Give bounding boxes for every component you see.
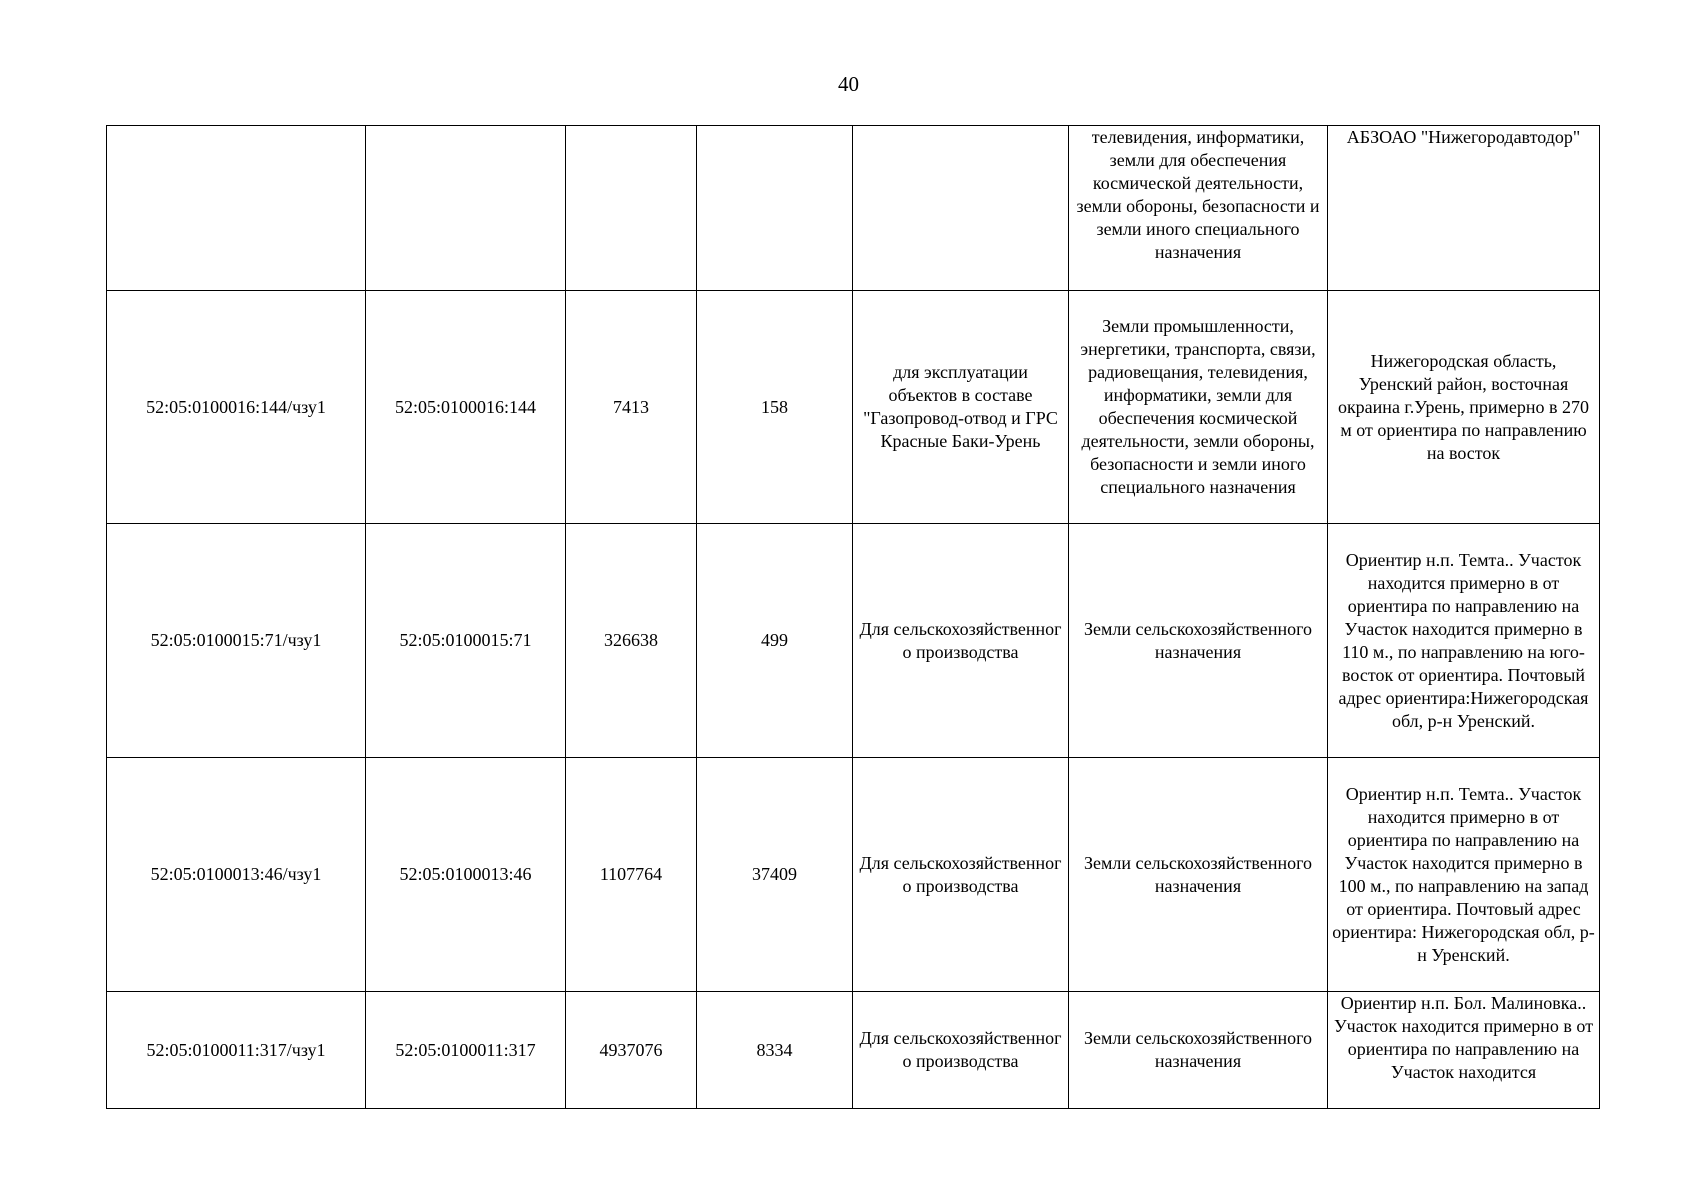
category-cell: телевидения, информатики, земли для обеспечения космической деятельности, земли обороны, безопасности и земли иного специального назначения (1069, 126, 1328, 291)
table-row (107, 126, 1600, 291)
cadastral-part-cell: 52:05:0100011:317/чзу1 (107, 992, 366, 1109)
cadastral-number-cell: 52:05:0100011:317 (366, 992, 566, 1109)
category-cell: Земли сельскохозяйственного назначения (1069, 992, 1328, 1109)
cadastral-number-cell: 52:05:0100013:46 (366, 758, 566, 992)
location-cell: Нижегородская область, Уренский район, восточная окраина г.Урень, примерно в 270 м от ориентира по направлению на восток (1328, 291, 1600, 524)
cadastral-part-cell: 52:05:0100015:71/чзу1 (107, 524, 366, 758)
location-cell: Ориентир н.п. Бол. Малиновка.. Участок находится примерно в от ориентира по направлению на Участок находится (1328, 992, 1600, 1109)
area-part-cell (697, 126, 853, 291)
area-total-cell: 4937076 (566, 992, 697, 1109)
area-part-cell: 499 (697, 524, 853, 758)
cadastral-part-cell: 52:05:0100013:46/чзу1 (107, 758, 366, 992)
purpose-cell (853, 126, 1069, 291)
location-cell: АБЗОАО "Нижегородавтодор" (1328, 126, 1600, 291)
cadastral-number-cell: 52:05:0100016:144 (366, 291, 566, 524)
location-cell: Ориентир н.п. Темта.. Участок находится примерно в от ориентира по направлению на Участок находится примерно в 110 м., по направлению на юго-восток от ориентира. Почтовый адрес ориентира:Нижегородская обл, р-н Уренский. (1328, 524, 1600, 758)
table-row (107, 992, 1600, 1109)
page-number: 40 (838, 72, 859, 96)
cadastral-part-cell: 52:05:0100016:144/чзу1 (107, 291, 366, 524)
purpose-cell: Для сельскохозяйственног о производства (853, 524, 1069, 758)
cadastral-number-cell (366, 126, 566, 291)
category-cell: Земли промышленности, энергетики, транспорта, связи, радиовещания, телевидения, информатики, земли для обеспечения космической деятельности, земли обороны, безопасности и земли иного специального назначения (1069, 291, 1328, 524)
purpose-cell: для эксплуатации объектов в составе "Газопровод-отвод и ГРС Красные Баки-Урень (853, 291, 1069, 524)
category-cell: Земли сельскохозяйственного назначения (1069, 524, 1328, 758)
table-row (107, 524, 1600, 758)
land-plots-table (106, 125, 1600, 1109)
cadastral-number-cell: 52:05:0100015:71 (366, 524, 566, 758)
area-total-cell: 1107764 (566, 758, 697, 992)
area-part-cell: 37409 (697, 758, 853, 992)
category-cell: Земли сельскохозяйственного назначения (1069, 758, 1328, 992)
area-part-cell: 158 (697, 291, 853, 524)
area-total-cell (566, 126, 697, 291)
cadastral-part-cell (107, 126, 366, 291)
area-total-cell: 7413 (566, 291, 697, 524)
purpose-cell: Для сельскохозяйственног о производства (853, 758, 1069, 992)
table-row (107, 291, 1600, 524)
area-total-cell: 326638 (566, 524, 697, 758)
location-cell: Ориентир н.п. Темта.. Участок находится примерно в от ориентира по направлению на Участок находится примерно в 100 м., по направлению на запад от ориентира. Почтовый адрес ориентира: Нижегородская обл, р-н Уренский. (1328, 758, 1600, 992)
area-part-cell: 8334 (697, 992, 853, 1109)
table-row (107, 758, 1600, 992)
purpose-cell: Для сельскохозяйственног о производства (853, 992, 1069, 1109)
